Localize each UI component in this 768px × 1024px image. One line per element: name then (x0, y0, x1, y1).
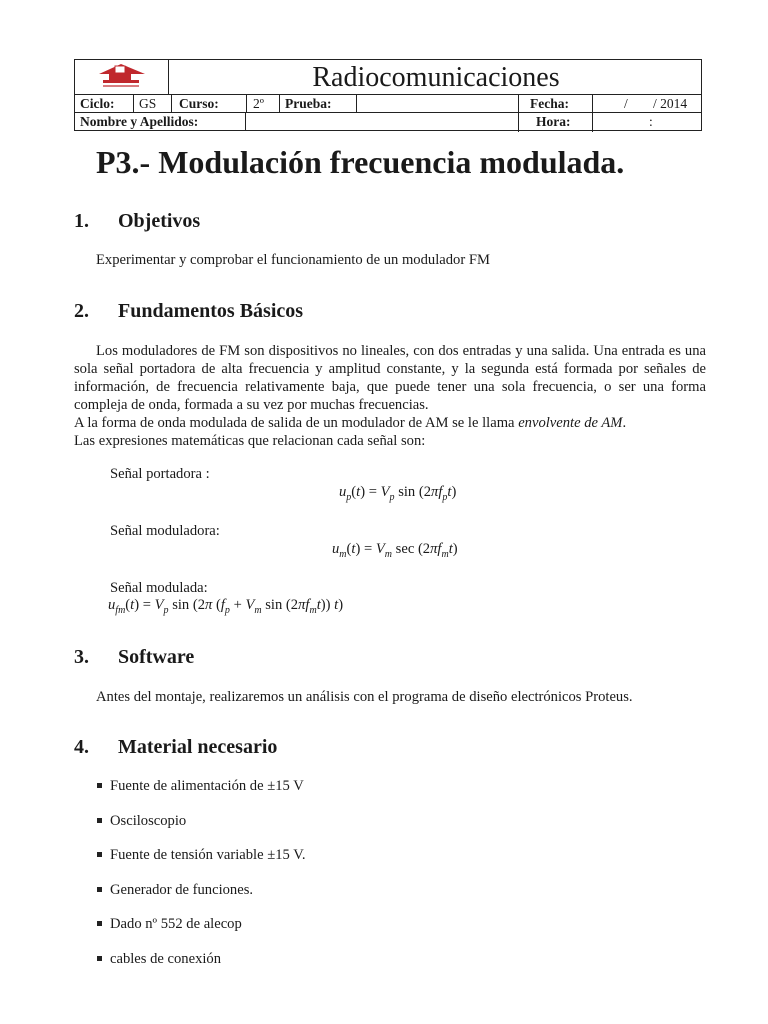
bullet-icon (97, 852, 102, 857)
equation-moduladora: $u_m(t) = V_m$ $\sec (2\pi f_mt)$ (332, 541, 458, 560)
fecha-separator: / (624, 96, 628, 111)
fundamentos-paragraph-2: A la forma de onda modulada de salida de un modulador de AM se le llama envolvente de AM. (74, 415, 627, 431)
fundamentos-paragraph-3: Las expresiones matemáticas que relacionan cada señal son: (74, 433, 426, 449)
section-number: 3. (74, 646, 89, 668)
section-title: Fundamentos Básicos (118, 300, 304, 322)
moduladora-label: Señal moduladora: (110, 523, 220, 539)
section-title: Objetivos (118, 210, 201, 232)
hora-value[interactable]: : (649, 114, 653, 129)
portadora-label: Señal portadora : (110, 466, 210, 482)
ciclo-value: GS (139, 96, 157, 111)
nombre-field[interactable] (251, 113, 511, 130)
bullet-icon (97, 887, 102, 892)
document-title: P3.- Modulación frecuencia modulada. (96, 144, 625, 180)
modulada-label: Señal modulada: (110, 580, 208, 596)
fundamentos-body (74, 342, 706, 450)
objetivos-text: Experimentar y comprobar el funcionamiento de un modulador FM (96, 252, 490, 268)
bullet-icon (97, 921, 102, 926)
section-number: 2. (74, 300, 89, 322)
section-title: Material necesario (118, 736, 278, 758)
software-text: Antes del montaje, realizaremos un análisis con el programa de diseño electrónicos Proteus. (96, 689, 633, 705)
bullet-icon (97, 783, 102, 788)
nombre-label: Nombre y Apellidos: (80, 114, 199, 129)
section-number: 4. (74, 736, 89, 758)
school-logo (75, 60, 168, 94)
hora-label: Hora: (536, 114, 571, 129)
course-title: Radiocomunicaciones (312, 62, 560, 93)
section-heading-fundamentos (74, 300, 303, 323)
section-title: Software (118, 646, 195, 668)
equation-modulada: $u_{fm}(t) = V_p$ sin (2π ($f_p + V_m$ $\sin (2\pi f_mt)$) t) (108, 597, 344, 616)
list-item: Fuente de tensión variable ±15 V. (97, 847, 306, 864)
list-item: Osciloscopio (97, 813, 186, 830)
fecha-value[interactable]: / 2014 (653, 96, 688, 111)
section-heading-objetivos (74, 210, 200, 233)
equation-portadora: $u_p(t) = V_p$ $\sin (2\pi f_pt)$ (339, 484, 457, 503)
list-item: Fuente de alimentación de ±15 V (97, 778, 304, 795)
fecha-label: Fecha: (530, 96, 569, 111)
section-number: 1. (74, 210, 89, 232)
prueba-label: Prueba: (285, 96, 332, 111)
header-table (74, 59, 702, 131)
bullet-icon (97, 956, 102, 961)
list-item: Generador de funciones. (97, 882, 253, 899)
section-heading-material (74, 736, 277, 759)
emphasis-envolvente: envolvente de AM (518, 415, 623, 431)
bullet-icon (97, 818, 102, 823)
curso-label: Curso: (179, 96, 219, 111)
fundamentos-paragraph-1: Los moduladores de FM son dispositivos no lineales, con dos entradas y una salida. Una entrada es una sola señal portadora de alta frecuencia y amplitud constante, y la segunda está formada por señales de información, de frecuencia relativamente baja, que puede tener una sola frecuencia, o ser una forma compleja de onda, formada a su vez por muchas frecuencias. (74, 343, 706, 413)
ciclo-label: Ciclo: (80, 96, 115, 111)
list-item: Dado nº 552 de alecop (97, 916, 242, 933)
curso-value: 2º (253, 96, 264, 111)
section-heading-software (74, 646, 194, 669)
list-item: cables de conexión (97, 951, 221, 968)
